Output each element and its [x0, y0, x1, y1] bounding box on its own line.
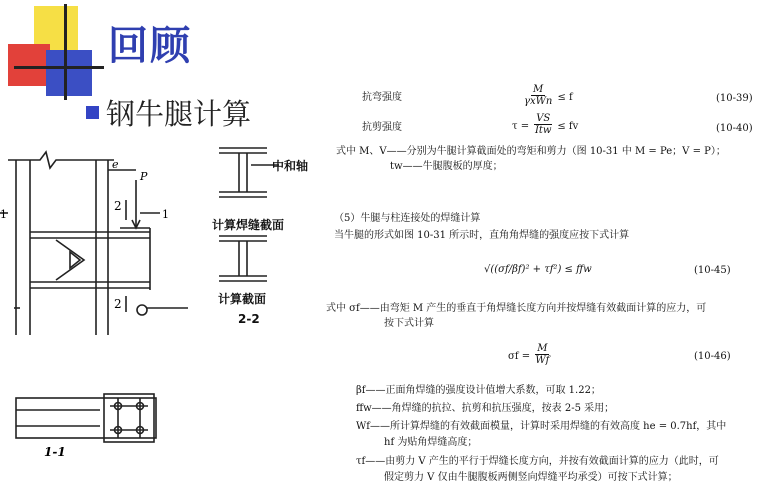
eq-10-46-formula — [508, 343, 549, 366]
label-neutral-axis: 中和轴 — [272, 159, 309, 173]
def-wf-cont: hf 为贴角焊缝高度； — [384, 437, 478, 448]
flex-label: 抗弯强度 — [362, 92, 402, 103]
bullet-square-icon — [86, 106, 99, 119]
eq-10-40: (10-40) — [716, 123, 753, 134]
label-2-top: 2 — [114, 199, 122, 213]
label-section-2-2: 2-2 — [238, 312, 260, 326]
label-section-1-1: 1-1 — [44, 445, 66, 459]
eq-10-46-lhs: σf = — [508, 351, 531, 362]
where-1a: 式中 M、V——分别为牛腿计算截面处的弯矩和剪力（图 10-31 中 M = Pe；V = P）； — [336, 146, 726, 157]
decor-horizontal-line — [14, 66, 104, 69]
shear-label: 抗剪强度 — [362, 122, 402, 133]
section-5-title: （5）牛腿与柱连接处的焊缝计算 — [334, 213, 481, 224]
shear-denominator: Itw — [534, 125, 552, 136]
label-e: e — [112, 158, 119, 171]
decor-vertical-line — [64, 4, 67, 100]
flex-numerator: M — [533, 84, 544, 95]
where-2a: 式中 σf——由弯矩 M 产生的垂直于角焊缝长度方向并按焊缝有效截面计算的应力，可 — [326, 303, 707, 314]
flex-denominator: γxWn — [524, 96, 553, 107]
label-weld-section: 计算焊缝截面 — [212, 218, 285, 232]
where-2b: 按下式计算 — [384, 318, 434, 329]
section-5-body: 当牛腿的形式如图 10-31 所示时，直角角焊缝的强度应按下式计算 — [334, 230, 630, 241]
label-p: P — [140, 170, 148, 183]
label-1-left: 1 — [0, 208, 7, 221]
decor-blue-square — [46, 50, 92, 96]
bullet-text: 钢牛腿计算 — [106, 97, 252, 131]
shear-numerator: VS — [536, 113, 551, 124]
flex-rhs: ≤ f — [557, 92, 573, 103]
label-2-bottom: 2 — [114, 297, 122, 311]
eq-10-45-formula: √((σf/βf)² + τf²) ≤ ffw — [484, 264, 592, 275]
def-tau: τf——由剪力 V 产生的平行于焊缝长度方向，并按有效截面计算的应力（此时，可 — [356, 456, 719, 467]
shear-lhs: τ = — [512, 121, 530, 132]
def-beta: βf——正面角焊缝的强度设计值增大系数，可取 1.22； — [356, 385, 601, 396]
eq-10-39: (10-39) — [716, 93, 753, 104]
def-tau-cont: 假定剪力 V 仅由牛腿腹板两侧竖向焊缝平均承受）可按下式计算； — [384, 472, 678, 483]
label-1-right: 1 — [162, 208, 169, 221]
eq-10-46-denominator: Wf — [535, 355, 550, 366]
def-wf: Wf——所计算焊缝的有效截面模量，计算时采用焊缝的有效高度 he = 0.7hf，其中 — [356, 421, 727, 432]
slide-title: 回顾 — [108, 23, 192, 69]
bracket-drawing — [0, 140, 200, 491]
eq-10-45: (10-45) — [694, 265, 731, 276]
shear-formula — [512, 113, 578, 136]
decor-red-square — [8, 44, 50, 86]
eq-10-46-numerator: M — [537, 343, 548, 354]
label-calc-section: 计算截面 — [218, 292, 267, 306]
eq-10-46: (10-46) — [694, 351, 731, 362]
shear-rhs: ≤ fv — [557, 121, 579, 132]
def-ffw: ffw——角焊缝的抗拉、抗剪和抗压强度，按表 2-5 采用； — [356, 403, 615, 414]
where-1b: tw——牛腿腹板的厚度； — [390, 161, 503, 172]
flex-formula — [524, 84, 573, 107]
